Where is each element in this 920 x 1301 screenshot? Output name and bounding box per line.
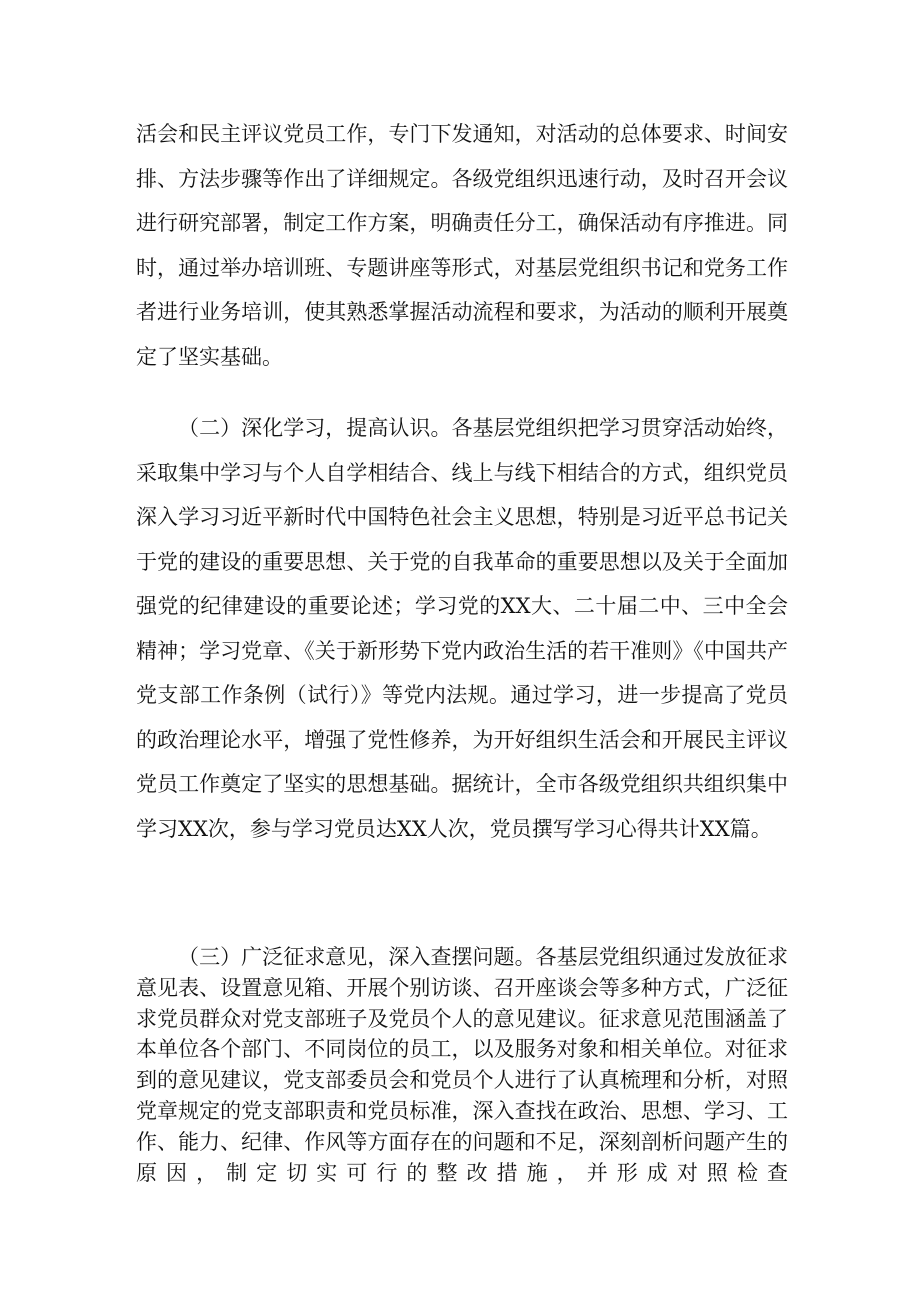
- paragraph-section-2: [136, 406, 788, 851]
- paragraph-section-2-text: （二）深化学习，提高认识。各基层党组织把学习贯穿活动始终，采取集中学习与个人自学相结合、线上与线下相结合的方式，组织党员深入学习习近平新时代中国特色社会主义思想，特别是习近平总书记关于党的建设的重要思想、关于党的自我革命的重要思想以及关于全面加强党的纪律建设的重要论述；学习党的XX大、二十届二中、三中全会精神；学习党章、《关于新形势下党内政治生活的若干准则》《中国共产党支部工作条例（试行）》等党内法规。通过学习，进一步提高了党员的政治理论水平，增强了党性修养，为开好组织生活会和开展民主评议党员工作奠定了坚实的思想基础。据统计，全市各级党组织共组织集中学习XX次，参与学习党员达XX人次，党员撰写学习心得共计XX篇。: [136, 416, 788, 841]
- paragraph-section-3-text: （三）广泛征求意见，深入查摆问题。各基层党组织通过发放征求意见表、设置意见箱、开展个别访谈、召开座谈会等多种方式，广泛征求党员群众对党支部班子及党员个人的意见建议。征求意见范围涵盖了本单位各个部门、不同岗位的员工，以及服务对象和相关单位。对征求到的意见建议，党支部委员会和党员个人进行了认真梳理和分析，对照党章规定的党支部职责和党员标准，深入查找在政治、思想、学习、工作、能力、纪律、作风等方面存在的问题和不足，深刻剖析问题产生的原因，制定切实可行的整改措施，并形成对照检查: [136, 945, 788, 1185]
- paragraph-continuation: 活会和民主评议党员工作，专门下发通知，对活动的总体要求、时间安排、方法步骤等作出了详细规定。各级党组织迅速行动，及时召开会议进行研究部署，制定工作方案，明确责任分工，确保活动有序推进。同时，通过举办培训班、专题讲座等形式，对基层党组织书记和党务工作者进行业务培训，使其熟悉掌握活动流程和要求，为活动的顺利开展奠定了坚实基础。: [136, 122, 788, 369]
- paragraph-section-3: [136, 942, 788, 1188]
